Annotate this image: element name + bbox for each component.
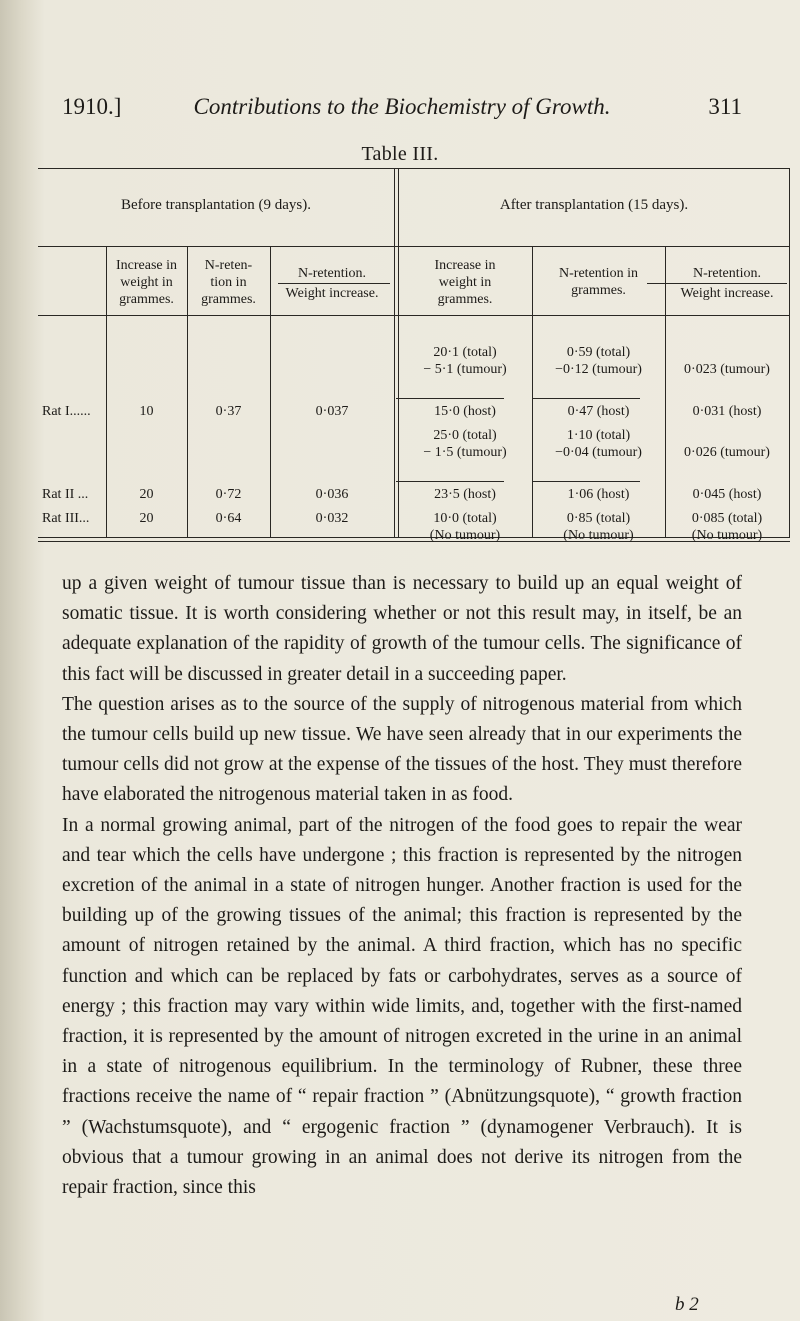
rat2-inc-after-host: 23·5 (host) bbox=[434, 487, 496, 502]
signature-mark: b 2 bbox=[675, 1294, 699, 1315]
rat1-nret-before: 0·37 bbox=[215, 404, 242, 419]
col-nret-ratio-after: N-retention. Weight increase. bbox=[680, 266, 774, 301]
col-inc-weight-before: Increase in weight in grammes. bbox=[115, 258, 178, 307]
rat3-nret-after-total: 0·85 (total) bbox=[566, 511, 631, 526]
page-number: 311 bbox=[708, 94, 742, 119]
col-inc-weight-after: Increase in weight in grammes. bbox=[434, 258, 496, 307]
subrule-rat1-nret bbox=[532, 398, 640, 399]
rat3-nret-after-note: (No tumour) bbox=[563, 528, 634, 543]
rat2-nret-after-total: 1·10 (total) bbox=[566, 428, 631, 443]
paragraph-1: up a given weight of tumour tissue than is necessary to build up an equal weight of somatic tissue. It is worth considering whether or not this result may, in itself, be an adequate explanation of the rapidity of growth of the tumour cells. The significance of this fact will be discussed in greater detail in a succeeding paper. bbox=[62, 573, 742, 685]
after-group-header: After transplantation (15 days). bbox=[499, 197, 689, 213]
rat2-inc-before: 20 bbox=[139, 487, 154, 502]
row-label-rat2: Rat II ... bbox=[42, 487, 89, 502]
columns-rule bbox=[38, 315, 790, 316]
vrule-right bbox=[789, 169, 790, 537]
data-table bbox=[38, 168, 790, 543]
header-title: Contributions to the Biochemistry of Growth. bbox=[193, 94, 611, 119]
subrule-rat2-inc bbox=[396, 481, 504, 482]
rat2-nret-after-tumour: −0·04 (tumour) bbox=[555, 445, 642, 460]
rat1-ratio-after-host: 0·031 (host) bbox=[692, 404, 762, 419]
header-rule bbox=[38, 246, 790, 247]
running-header bbox=[62, 94, 742, 124]
vrule-4a bbox=[394, 169, 395, 537]
rat3-inc-before: 20 bbox=[139, 511, 154, 526]
rat3-inc-after-note: (No tumour) bbox=[429, 528, 501, 543]
rat3-ratio-before: 0·032 bbox=[315, 511, 349, 526]
row-label-rat3: Rat III... bbox=[42, 511, 90, 526]
rat1-inc-after-total: 20·1 (total) bbox=[433, 345, 497, 360]
row-label-rat1: Rat I...... bbox=[42, 404, 91, 419]
rat1-nret-after-tumour: −0·12 (tumour) bbox=[555, 362, 642, 377]
rat1-inc-after-tumour: − 5·1 (tumour) bbox=[423, 362, 507, 377]
rat1-ratio-after-tumour: 0·023 (tumour) bbox=[684, 362, 770, 377]
rat1-ratio-before: 0·037 bbox=[315, 404, 349, 419]
col-nret-ratio-before: N-retention. Weight increase. bbox=[285, 266, 379, 301]
rat2-nret-after-host: 1·06 (host) bbox=[567, 487, 630, 502]
rat2-ratio-before: 0·036 bbox=[315, 487, 349, 502]
rat2-ratio-after-tumour: 0·026 (tumour) bbox=[684, 445, 770, 460]
paragraph-2: The question arises as to the source of the supply of nitrogenous material from which the tumour cells build up new tissue. We have seen already that in our experiments the tumour cells did not grow at the expense of the tissues of the host. They must therefore have elaborated the nitrogenous material taken in as food. bbox=[62, 693, 742, 806]
rat3-nret-before: 0·64 bbox=[215, 511, 242, 526]
paragraph-3: In a normal growing animal, part of the nitrogen of the food goes to repair the wear and tear which the cells have undergone ; this fraction is represented by the nitrogen excretion of the animal in a state of nitrogen hunger. Another fraction is used for the building up of the growing tissues of the animal; this fraction is represented by the amount of nitrogen retained by the animal. A third fraction, which has no specific function and which can be replaced by fats or carbohydrates, serves as a source of energy ; this fraction may vary within wide limits, and, together with the first-named fraction, it is represented by the amount of nitrogen excreted in the urine in an animal in a state of nitrogenous equilibrium. In the terminology of Rubner, these three fractions receive the name of “ repair fraction ” (Abnützungsquote), “ growth fraction ” (Wachstumsquote), and “ ergogenic fraction ” (dynamogener Verbrauch). It is obvious that a tumour growing in an animal does not derive its nitrogen from the repair fraction, since this bbox=[62, 814, 742, 1199]
subrule-rat1-inc bbox=[396, 398, 504, 399]
body-text bbox=[62, 569, 742, 1203]
col-nret-before: N-reten- tion in grammes. bbox=[201, 258, 256, 307]
rat2-ratio-after-host: 0·045 (host) bbox=[692, 487, 762, 502]
rat1-nret-after-total: 0·59 (total) bbox=[566, 345, 631, 360]
rat1-nret-after-host: 0·47 (host) bbox=[567, 404, 630, 419]
rat1-inc-after-host: 15·0 (host) bbox=[434, 404, 496, 419]
before-group-header: Before transplantation (9 days). bbox=[121, 197, 311, 213]
header-year: 1910.] bbox=[62, 94, 122, 119]
rat3-inc-after-total: 10·0 (total) bbox=[433, 511, 497, 526]
subrule-rat2-nret bbox=[532, 481, 640, 482]
rat2-nret-before: 0·72 bbox=[215, 487, 242, 502]
rat2-inc-after-tumour: − 1·5 (tumour) bbox=[423, 445, 507, 460]
rat1-inc-before: 10 bbox=[139, 404, 154, 419]
rat2-inc-after-total: 25·0 (total) bbox=[433, 428, 497, 443]
col-nret-after: N-retention in grammes. bbox=[559, 266, 638, 298]
rat3-ratio-after-note: (No tumour) bbox=[691, 528, 763, 543]
table-title: Table III. bbox=[361, 143, 439, 165]
rat3-ratio-after-total: 0·085 (total) bbox=[691, 511, 763, 526]
